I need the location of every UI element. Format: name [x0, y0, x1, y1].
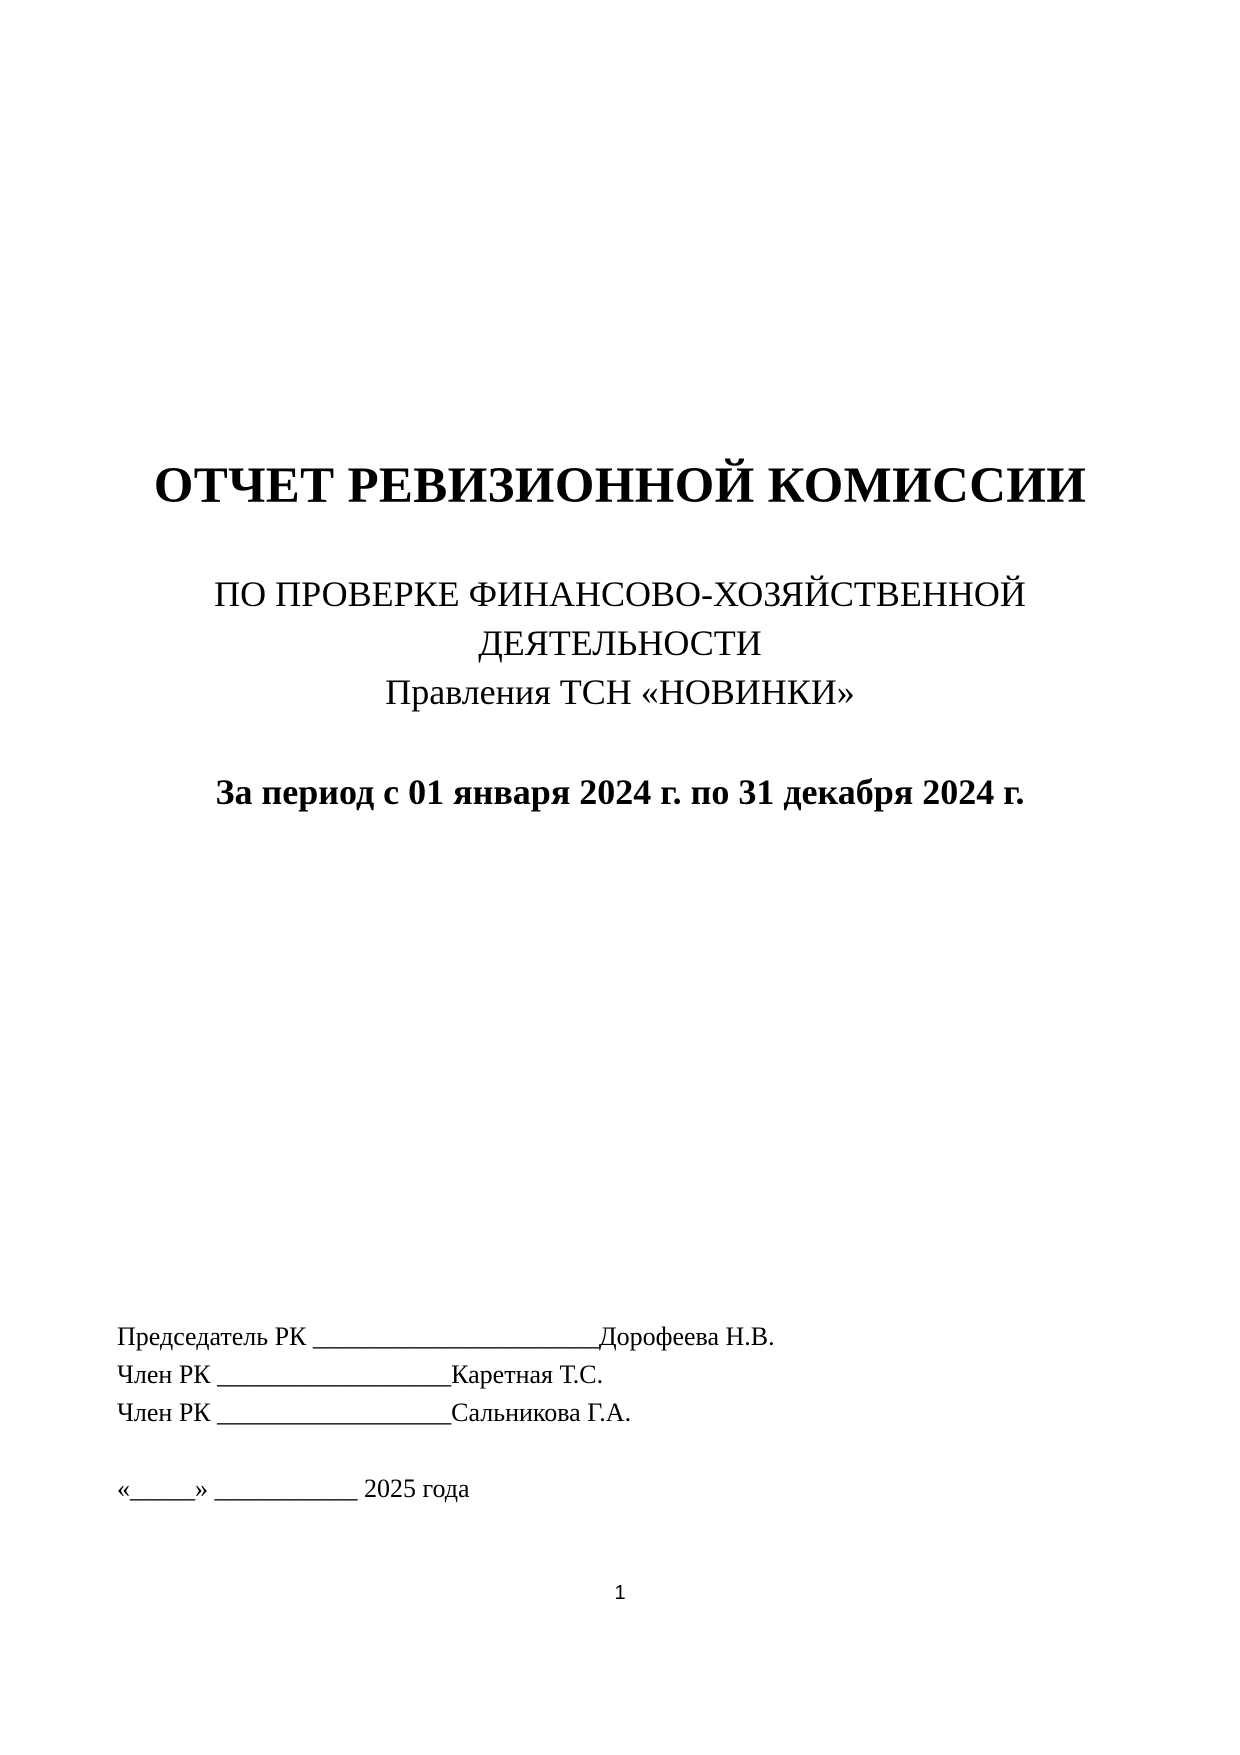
signature-name: Сальникова Г.А.: [451, 1398, 632, 1427]
signature-role: Член РК: [117, 1360, 211, 1389]
signature-name: Дорофеева Н.В.: [598, 1322, 775, 1351]
report-title: ОТЧЕТ РЕВИЗИОННОЙ КОМИССИИ: [153, 458, 1087, 514]
signature-role: Член РК: [117, 1398, 211, 1427]
page-number: 1: [614, 1582, 626, 1604]
report-subtitle: [0, 570, 1240, 717]
signature-blank: __________________: [217, 1360, 452, 1389]
subtitle-line: ПО ПРОВЕРКЕ ФИНАНСОВО-ХОЗЯЙСТВЕННОЙ: [214, 574, 1026, 614]
subtitle-line: Правления ТСН «НОВИНКИ»: [385, 672, 855, 712]
signature-blank: ______________________: [312, 1322, 599, 1351]
signature-block: [117, 1318, 775, 1432]
date-line: «_____» ___________ 2025 года: [117, 1474, 470, 1503]
signature-blank: __________________: [217, 1398, 452, 1427]
report-period: За период с 01 января 2024 г. по 31 декабря 2024 г.: [215, 772, 1025, 812]
signature-role: Председатель РК: [117, 1322, 307, 1351]
signature-line-chairman: [117, 1318, 775, 1356]
signature-line-member: [117, 1394, 775, 1432]
signature-line-member: [117, 1356, 775, 1394]
signature-name: Каретная Т.С.: [451, 1360, 604, 1389]
subtitle-line: ДЕЯТЕЛЬНОСТИ: [478, 623, 762, 663]
